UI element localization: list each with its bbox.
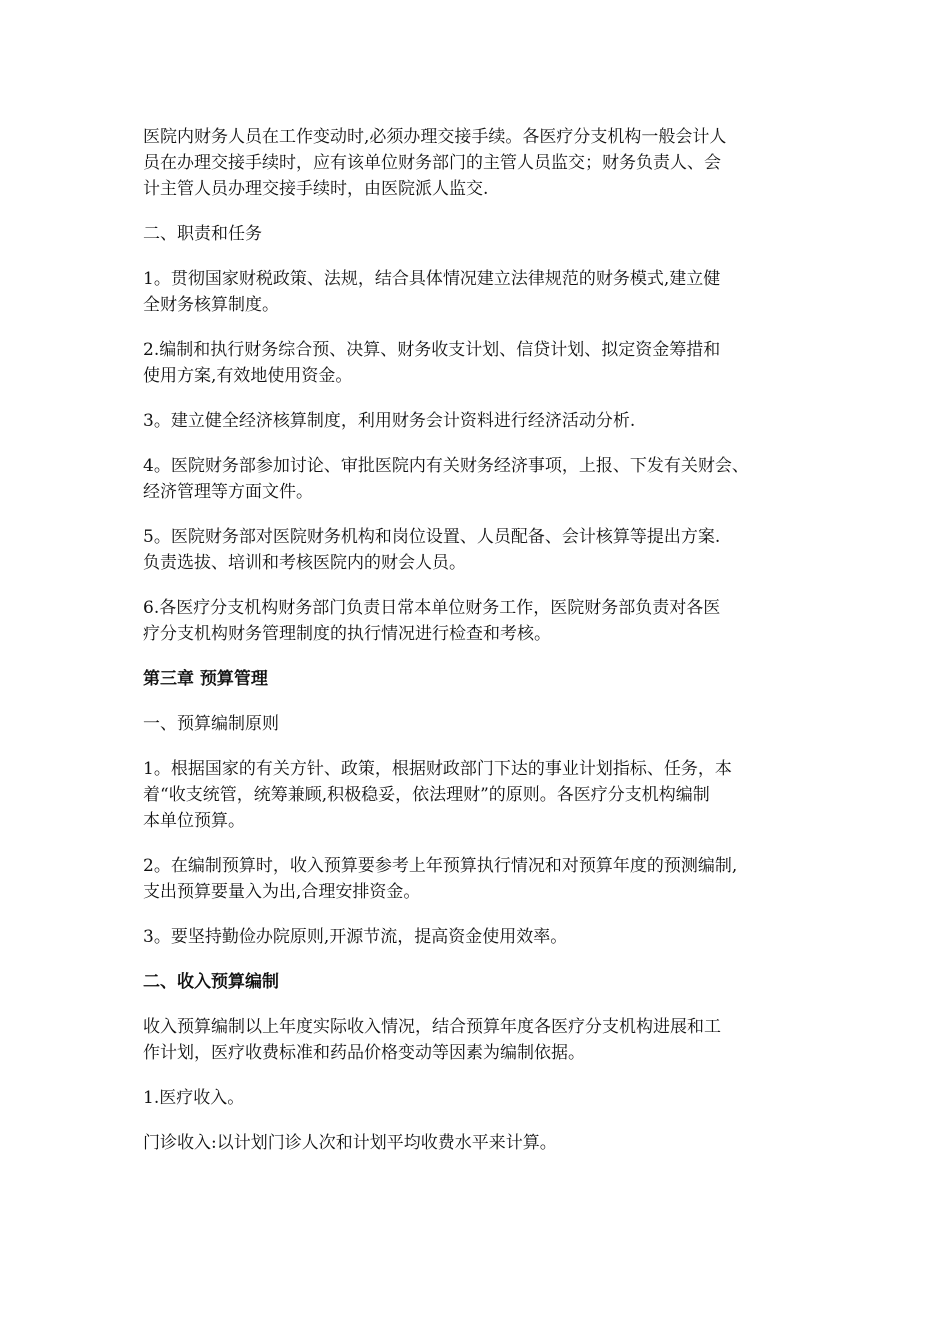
principle-item-1: 1。根据国家的有关方针、政策，根据财政部门下达的事业计划指标、任务，本 着“收支统管，统筹兼顾,积极稳妥，依法理财”的原则。各医疗分支机构编制 本单位预算。 [143,759,732,831]
duty-item-1: 1。贯彻国家财税政策、法规，结合具体情况建立法律规范的财务模式,建立健 全财务核算制度。 [143,269,721,315]
duty-item-3: 3。建立健全经济核算制度，利用财务会计资料进行经济活动分析. [143,411,636,431]
duty-item-4: 4。医院财务部参加讨论、审批医院内有关财务经济事项，上报、下发有关财会、 经济管理等方面文件。 [143,456,749,502]
chapter-heading-budget: 第三章 预算管理 [143,669,268,689]
paragraph-handover-procedure: 医院内财务人员在工作变动时,必须办理交接手续。各医疗分支机构一般会计人 员在办理交接手续时，应有该单位财务部门的主管人员监交；财务负责人、会 计主管人员办理交接手续时，由医院派人监交. [143,127,727,199]
section-title-budget-principles: 一、预算编制原则 [143,714,279,734]
paragraph-income-budget-basis: 收入预算编制以上年度实际收入情况，结合预算年度各医疗分支机构进展和工 作计划，医疗收费标准和药品价格变动等因素为编制依据。 [143,1017,721,1063]
duty-item-5: 5。医院财务部对医院财务机构和岗位设置、人员配备、会计核算等提出方案. 负责选拔、培训和考核医院内的财会人员。 [143,527,721,573]
income-item-medical: 1.医疗收入。 [143,1088,245,1108]
document-page [143,124,823,1175]
section-title-duties: 二、职责和任务 [143,224,262,244]
duty-item-2: 2.编制和执行财务综合预、决算、财务收支计划、信贷计划、拟定资金筹措和 使用方案,有效地使用资金。 [143,340,721,386]
principle-item-3: 3。要坚持勤俭办院原则,开源节流，提高资金使用效率。 [143,927,568,947]
principle-item-2: 2。在编制预算时，收入预算要参考上年预算执行情况和对预算年度的预测编制, 支出预算要量入为出,合理安排资金。 [143,856,738,902]
duty-item-6: 6.各医疗分支机构财务部门负责日常本单位财务工作，医院财务部负责对各医 疗分支机构财务管理制度的执行情况进行检查和考核。 [143,598,721,644]
section-heading-income-budget: 二、收入预算编制 [143,972,279,992]
paragraph-outpatient-income: 门诊收入:以计划门诊人次和计划平均收费水平来计算。 [143,1133,557,1153]
